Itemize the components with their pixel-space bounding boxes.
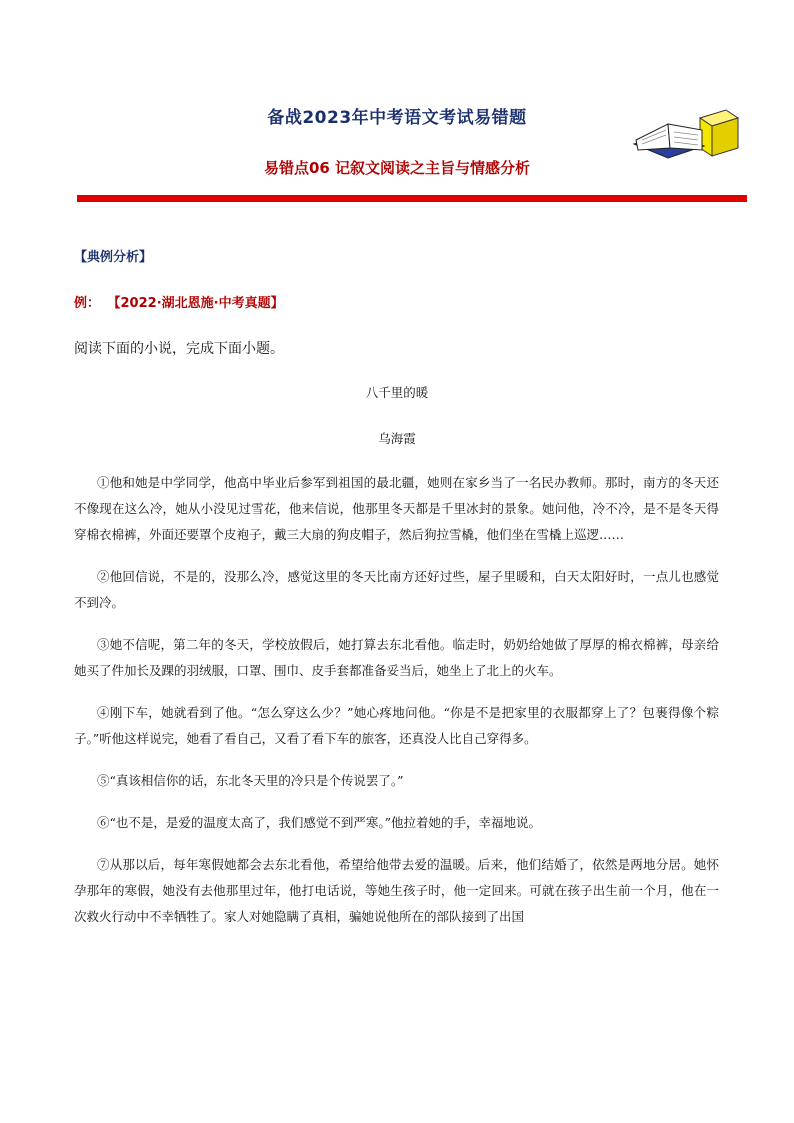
example-line	[74, 292, 284, 311]
story-paragraph: ①他和她是中学同学，他高中毕业后参军到祖国的最北疆，她则在家乡当了一名民办教师。那时，南方的冬天还不像现在这么冷，她从小没见过雪花，他来信说，他那里冬天都是千里冰封的景象。她问他，冷不冷，是不是冬天得穿棉衣棉裤，外面还要罩个皮袍子，戴三大扇的狗皮帽子，然后狗拉雪橇，他们坐在雪橇上巡逻……	[74, 475, 719, 542]
story-author: 乌海霞	[378, 431, 416, 446]
story-title: 八千里的暖	[365, 385, 429, 400]
story-paragraph: ⑥“也不是，是爱的温度太高了，我们感觉不到严寒。”他拉着她的手，幸福地说。	[97, 815, 542, 830]
example-source: 【2022·湖北恩施·中考真题】	[114, 296, 284, 311]
reading-instruction: 阅读下面的小说，完成下面小题。	[74, 341, 284, 357]
story-paragraph: ⑤“真该相信你的话，东北冬天里的冷只是个传说罢了。”	[97, 773, 404, 788]
story-body	[74, 470, 719, 946]
story-paragraph: ②他回信说，不是的，没那么冷，感觉这里的冬天比南方还好过些，屋子里暖和，白天太阳好时，一点儿也感觉不到冷。	[74, 569, 719, 610]
example-prefix: 例：	[74, 296, 101, 311]
open-book-icon	[630, 104, 742, 164]
document-title: 备战2023年中考语文考试易错题	[267, 108, 527, 128]
document-subtitle: 易错点06 记叙文阅读之主旨与情感分析	[263, 159, 531, 177]
story-paragraph: ⑦从那以后，每年寒假她都会去东北看他，希望给他带去爱的温暖。后来，他们结婚了，依然是两地分居。她怀孕那年的寒假，她没有去他那里过年，他打电话说，等她生孩子时，他一定回来。可就在孩子出生前一个月，他在一次救火行动中不幸牺牲了。家人对她隐瞒了真相，骗她说他所在的部队接到了出国	[74, 857, 719, 924]
header-divider	[77, 195, 747, 202]
story-paragraph: ④刚下车，她就看到了他。“怎么穿这么少？”她心疼地问他。“你是不是把家里的衣服都穿上了？包裹得像个粽子。”听他这样说完，她看了看自己，又看了看下车的旅客，还真没人比自己穿得多。	[74, 705, 719, 746]
section-heading: 【典例分析】	[74, 250, 153, 265]
story-paragraph: ③她不信呢，第二年的冬天，学校放假后，她打算去东北看他。临走时，奶奶给她做了厚厚的棉衣棉裤，母亲给她买了件加长及踝的羽绒服，口罩、围巾、皮手套都准备妥当后，她坐上了北上的火车。	[74, 637, 719, 678]
